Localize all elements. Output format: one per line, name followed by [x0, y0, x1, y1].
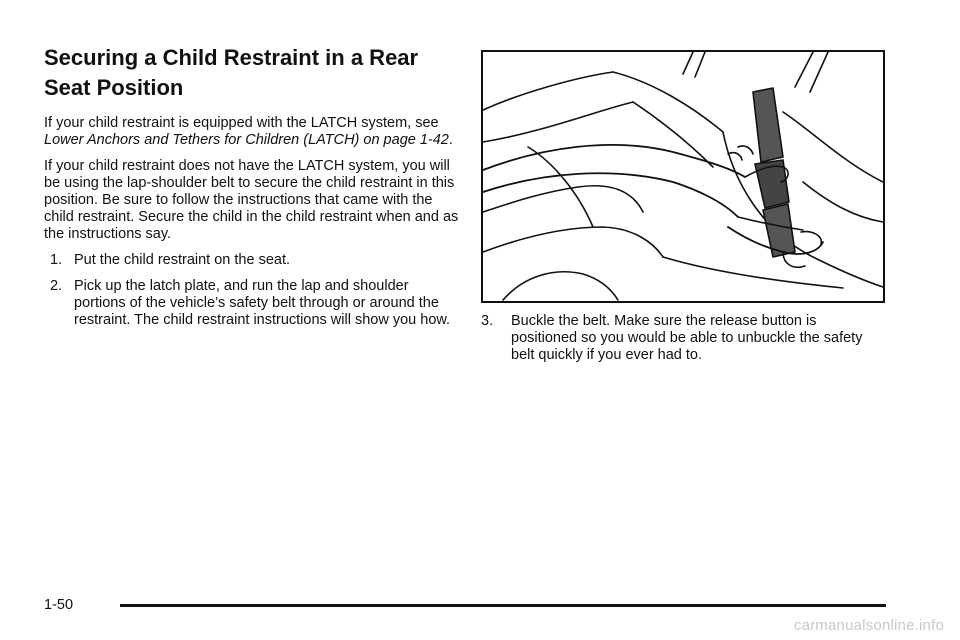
arm-outline	[483, 173, 738, 217]
seat-contour	[723, 132, 883, 287]
seat-contour	[663, 257, 843, 288]
latch-reference-link[interactable]: Lower Anchors and Tethers for Children (LATCH) on page 1-42	[44, 132, 449, 148]
page-number: 1-50	[44, 597, 74, 613]
seat-cushion	[483, 227, 663, 257]
step-number: 1.	[50, 252, 63, 268]
right-column	[481, 50, 886, 373]
steps-list-continued	[481, 313, 886, 364]
headrest-line	[810, 52, 828, 92]
arm-outline	[483, 145, 745, 177]
watermark: carmanualsonline.info	[793, 617, 944, 634]
seat-contour	[483, 72, 613, 110]
footer-rule	[120, 604, 886, 607]
finger	[801, 232, 821, 244]
step-text: Put the child restraint on the seat.	[74, 252, 291, 268]
headrest-line	[683, 52, 693, 74]
shoulder-belt	[753, 88, 783, 162]
step-text: Buckle the belt. Make sure the release button is positioned so you would be able to unbuckle the safety belt quickly if you ever had to.	[511, 313, 863, 363]
seat-contour	[783, 112, 883, 182]
seat-contour	[483, 102, 633, 142]
seat-contour	[633, 102, 713, 167]
finger	[738, 146, 753, 154]
left-column	[44, 43, 464, 338]
steps-list	[44, 252, 464, 329]
step-number: 3.	[481, 313, 494, 329]
step-item	[481, 313, 886, 364]
seat-cushion	[483, 186, 643, 212]
seat-belt-drawing	[483, 52, 883, 301]
no-latch-paragraph: If your child restraint does not have the LATCH system, you will be using the lap-shoulder belt to secure the child restraint in this position. Be sure to follow the instructions that came with the child restraint. Secure the child in the child restraint when and as the instructions say.	[44, 158, 459, 242]
buckling-illustration	[481, 50, 885, 303]
step-item	[44, 252, 464, 269]
buckle-belt	[763, 204, 795, 257]
step-item	[44, 278, 464, 329]
step-text: Pick up the latch plate, and run the lap and shoulder portions of the vehicle’s safety belt through or around the restraint. The child restraint instructions will show you how.	[74, 278, 451, 328]
headrest-line	[695, 52, 705, 77]
seat-contour	[803, 182, 883, 222]
seat-cushion	[503, 272, 618, 300]
step-number: 2.	[50, 278, 63, 294]
headrest-line	[795, 52, 813, 87]
seat-contour	[613, 72, 723, 132]
intro-suffix: .	[448, 132, 453, 148]
section-heading: Securing a Child Restraint in a Rear Seat Position	[44, 45, 419, 100]
intro-text: If your child restraint is equipped with the LATCH system, see	[44, 115, 439, 131]
intro-paragraph	[44, 115, 464, 149]
